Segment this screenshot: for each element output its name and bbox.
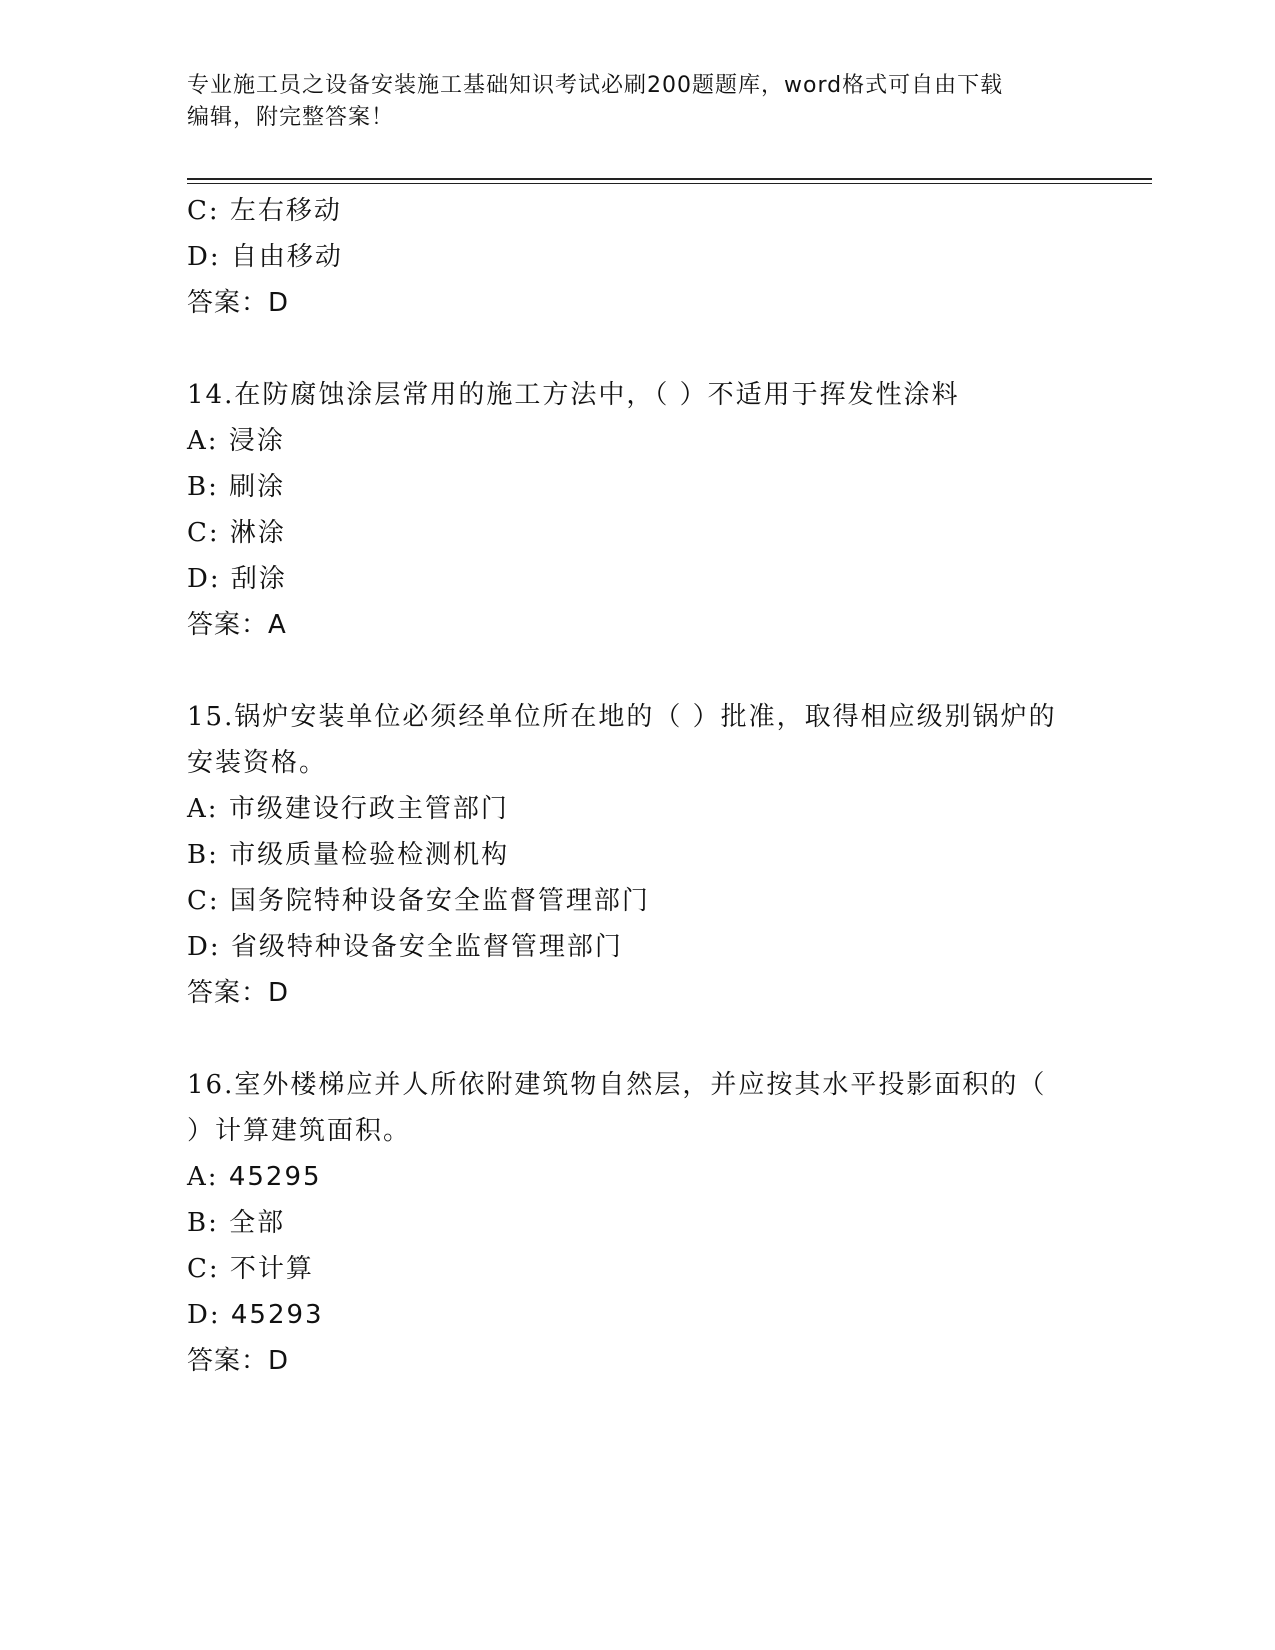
option-label: B: <box>187 840 219 870</box>
question-number: 14. <box>187 380 235 410</box>
question-list <box>187 188 1087 1430</box>
option-row <box>187 234 1087 280</box>
option-text: 左右移动 <box>229 196 342 226</box>
option-label: A: <box>187 1162 219 1192</box>
header-title-line-1: 专业施工员之设备安装施工基础知识考试必刷200题题库，word格式可自由下载 <box>187 73 1004 98</box>
question-stem: 锅炉安装单位必须经单位所在地的（ ）批准，取得相应级别锅炉的安装资格。 <box>187 702 1057 778</box>
option-text: 刷涂 <box>229 472 286 502</box>
option-text: 市级建设行政主管部门 <box>228 794 509 824</box>
option-row <box>187 832 1087 878</box>
option-label: A: <box>187 794 219 824</box>
option-text: 淋涂 <box>229 518 286 548</box>
option-label: C: <box>187 886 220 916</box>
option-label: C: <box>187 518 220 548</box>
question-16 <box>187 1062 1087 1384</box>
question-15 <box>187 694 1087 1016</box>
option-row <box>187 418 1087 464</box>
option-row <box>187 1154 1087 1200</box>
header-divider-thin <box>187 183 1152 184</box>
option-label: C: <box>187 1254 220 1284</box>
option-label: B: <box>187 472 219 502</box>
option-row <box>187 1246 1087 1292</box>
option-text: 全部 <box>229 1208 286 1238</box>
option-text: 国务院特种设备安全监督管理部门 <box>229 886 650 916</box>
option-row <box>187 924 1087 970</box>
header-title-line-2: 编辑，附完整答案！ <box>187 105 395 130</box>
question-number: 16. <box>187 1070 235 1100</box>
header-divider-thick <box>187 178 1152 180</box>
question-14 <box>187 372 1087 648</box>
answer-line: 答案：D <box>187 288 290 318</box>
option-label: C: <box>187 196 220 226</box>
question-text <box>187 372 1057 418</box>
option-text: 浸涂 <box>228 426 285 456</box>
option-label: D: <box>187 1300 221 1330</box>
answer-line: 答案：D <box>187 1346 290 1376</box>
question-text <box>187 694 1057 786</box>
answer-line: 答案：A <box>187 610 287 640</box>
option-label: D: <box>187 242 221 272</box>
option-text: 自由移动 <box>230 242 343 272</box>
partial-question <box>187 188 1087 326</box>
option-label: A: <box>187 426 219 456</box>
option-label: D: <box>187 564 221 594</box>
option-text: 不计算 <box>229 1254 314 1284</box>
option-text: 45295 <box>228 1162 322 1192</box>
option-label: B: <box>187 1208 219 1238</box>
question-stem: 在防腐蚀涂层常用的施工方法中，（ ）不适用于挥发性涂料 <box>234 380 960 410</box>
option-text: 45293 <box>230 1300 324 1330</box>
document-header <box>187 70 1087 134</box>
question-stem: 室外楼梯应并人所依附建筑物自然层，并应按其水平投影面积的（ ）计算建筑面积。 <box>187 1070 1047 1146</box>
option-text: 刮涂 <box>230 564 287 594</box>
option-row <box>187 1292 1087 1338</box>
option-row <box>187 1200 1087 1246</box>
option-row <box>187 510 1087 556</box>
option-row <box>187 556 1087 602</box>
option-text: 省级特种设备安全监督管理部门 <box>230 932 623 962</box>
answer-line: 答案：D <box>187 978 290 1008</box>
option-label: D: <box>187 932 221 962</box>
question-number: 15. <box>187 702 235 732</box>
option-row <box>187 188 1087 234</box>
question-text <box>187 1062 1057 1154</box>
option-row <box>187 878 1087 924</box>
option-text: 市级质量检验检测机构 <box>229 840 510 870</box>
option-row <box>187 786 1087 832</box>
option-row <box>187 464 1087 510</box>
